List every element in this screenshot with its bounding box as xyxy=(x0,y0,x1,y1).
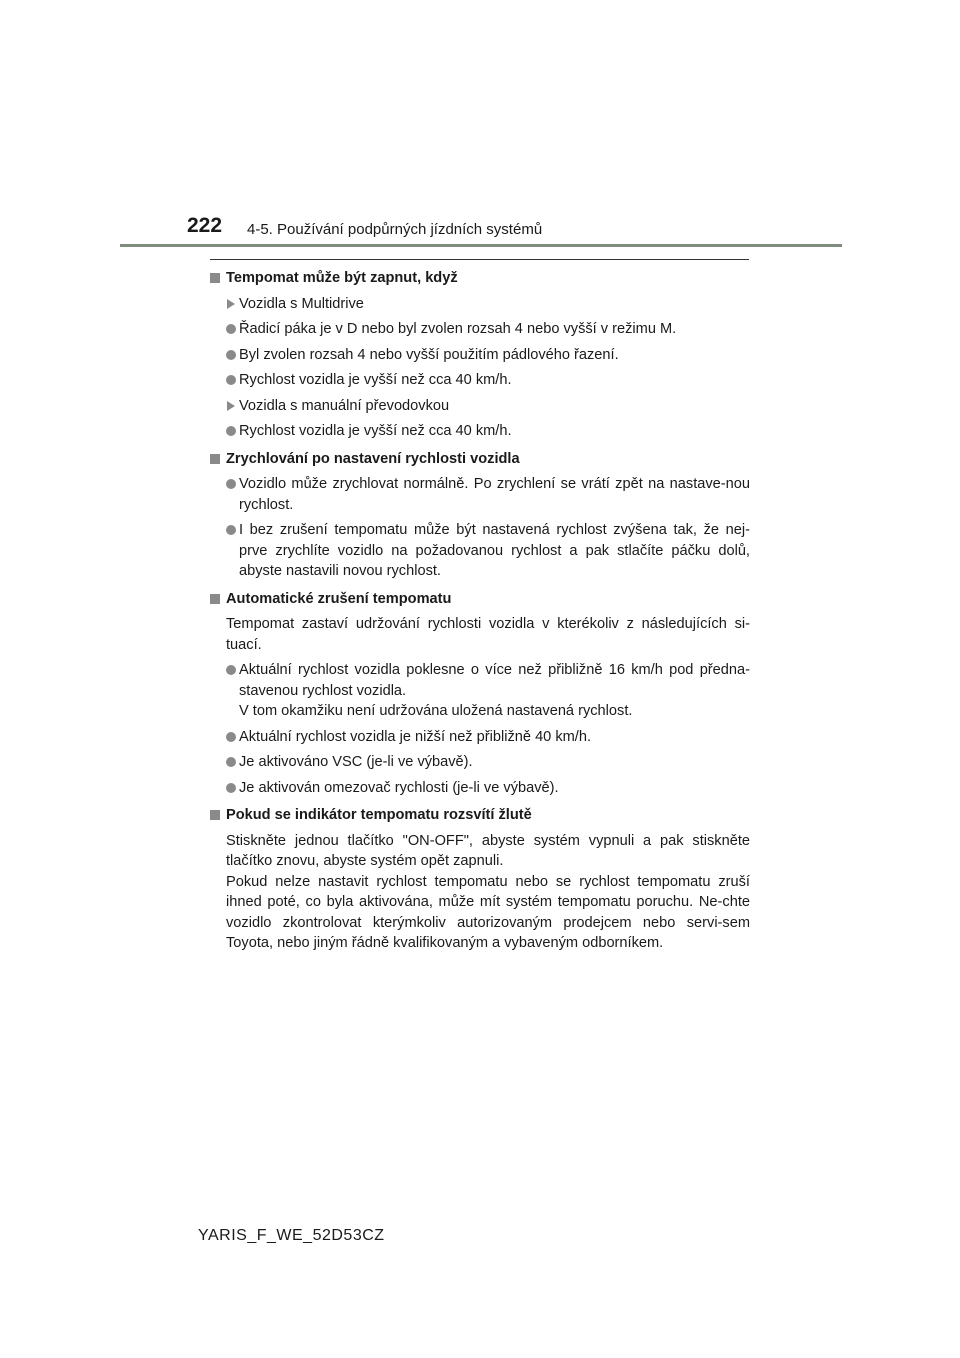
list-item: Rychlost vozidla je vyšší než cca 40 km/h. xyxy=(210,370,750,391)
document-code: YARIS_F_WE_52D53CZ xyxy=(198,1227,385,1244)
circle-bullet-icon xyxy=(226,757,236,767)
circle-bullet-icon xyxy=(226,324,236,334)
list-item: Aktuální rychlost vozidla poklesne o více než přibližně 16 km/h pod předna-stavenou rychlost vozidla. V tom okamžiku není udržována uložená nastavená rychlost. xyxy=(210,660,750,722)
circle-bullet-icon xyxy=(226,375,236,385)
list-item: Vozidlo může zrychlovat normálně. Po zrychlení se vrátí zpět na nastave-nou rychlost. xyxy=(210,474,750,515)
header-rule xyxy=(120,244,842,247)
square-bullet-icon xyxy=(210,810,220,820)
list-item: Je aktivován omezovač rychlosti (je-li ve výbavě). xyxy=(210,778,750,799)
list-item: Rychlost vozidla je vyšší než cca 40 km/h. xyxy=(210,421,750,442)
sub-heading: Vozidla s manuální převodovkou xyxy=(210,396,750,417)
page-number: 222 xyxy=(187,214,223,237)
square-bullet-icon xyxy=(210,454,220,464)
list-item: Je aktivováno VSC (je-li ve výbavě). xyxy=(210,752,750,773)
circle-bullet-icon xyxy=(226,479,236,489)
page-content xyxy=(210,268,750,954)
content-top-rule xyxy=(210,259,749,260)
paragraph: Tempomat zastaví udržování rychlosti vozidla v kterékoliv z následujících si-tuací. xyxy=(226,616,750,653)
triangle-bullet-icon xyxy=(227,299,235,309)
sub-heading: Vozidla s Multidrive xyxy=(210,294,750,315)
list-item: Aktuální rychlost vozidla je nižší než přibližně 40 km/h. xyxy=(210,727,750,748)
list-item: Byl zvolen rozsah 4 nebo vyšší použitím pádlového řazení. xyxy=(210,345,750,366)
circle-bullet-icon xyxy=(226,350,236,360)
section-heading: Pokud se indikátor tempomatu rozsvítí žlutě xyxy=(210,805,750,826)
list-item: I bez zrušení tempomatu může být nastavená rychlost zvýšena tak, že nej-prve zrychlíte vozidlo na požadovanou rychlost a pak stlačíte páčku dolů, abyste nastavili novou rychlost. xyxy=(210,520,750,582)
circle-bullet-icon xyxy=(226,732,236,742)
circle-bullet-icon xyxy=(226,783,236,793)
circle-bullet-icon xyxy=(226,665,236,675)
list-item: Řadicí páka je v D nebo byl zvolen rozsah 4 nebo vyšší v režimu M. xyxy=(210,319,750,340)
square-bullet-icon xyxy=(210,273,220,283)
section-heading: Automatické zrušení tempomatu xyxy=(210,589,750,610)
section-title: 4-5. Používání podpůrných jízdních systémů xyxy=(247,221,543,238)
triangle-bullet-icon xyxy=(227,401,235,411)
square-bullet-icon xyxy=(210,594,220,604)
circle-bullet-icon xyxy=(226,525,236,535)
page-header xyxy=(0,0,960,260)
section-heading: Zrychlování po nastavení rychlosti vozidla xyxy=(210,449,750,470)
paragraph: Stiskněte jednou tlačítko "ON-OFF", abyste systém vypnuli a pak stiskněte tlačítko znovu, abyste systém opět zapnuli. Pokud nelze nastavit rychlost tempomatu nebo se rychlost tempomatu zruší ihned poté, co byla aktivována, může mít systém tempomatu poruchu. Ne-chte vozidlo zkontrolovat kterýmkoliv autorizovaným prodejcem nebo servi-sem Toyota, nebo jiným řádně kvalifikovaným a vybaveným odborníkem. xyxy=(226,832,750,951)
circle-bullet-icon xyxy=(226,426,236,436)
section-heading: Tempomat může být zapnut, když xyxy=(210,268,750,289)
